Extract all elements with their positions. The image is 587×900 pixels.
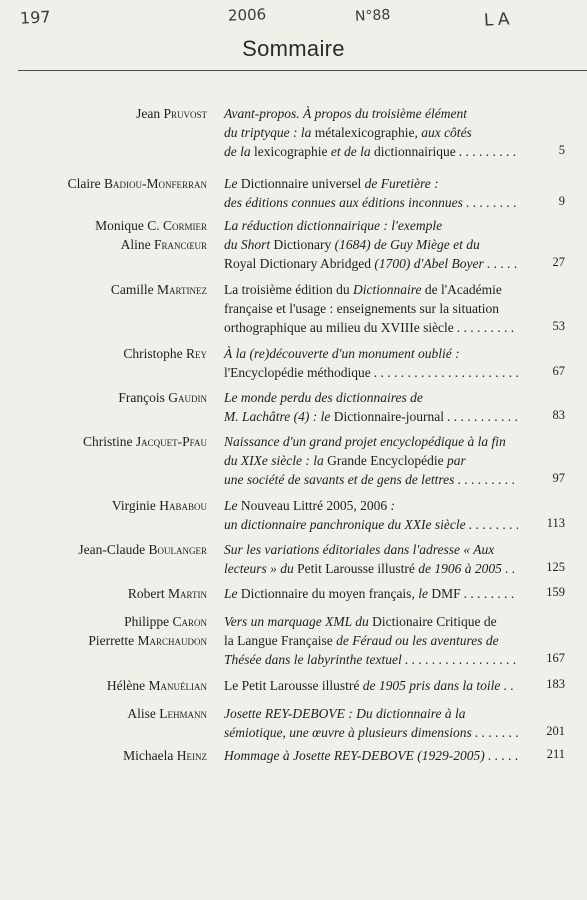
author-first-name: Claire	[67, 176, 104, 191]
title-line	[224, 515, 521, 534]
title-segment: dictionnairique	[373, 144, 456, 159]
title-segment: Naissance d'un grand projet encyclopédique à la fin	[224, 434, 506, 449]
author-first-name: Aline	[120, 237, 154, 252]
title-line	[224, 104, 521, 123]
author-name	[0, 104, 207, 123]
title-line	[224, 254, 521, 273]
dot-leader	[505, 559, 518, 578]
author-last-name: Marchaudon	[137, 633, 207, 648]
author-first-name: Alise	[127, 706, 160, 721]
title-segment: Dictionnaire du moyen français	[240, 586, 412, 601]
author-first-name: Christophe	[123, 346, 186, 361]
author-first-name: Robert	[127, 586, 169, 601]
entry-title	[224, 704, 521, 742]
title-segment: du triptyque : la	[224, 125, 315, 140]
title-line	[224, 142, 521, 161]
page-number: 83	[552, 408, 565, 422]
author-last-name: Manuélian	[148, 678, 207, 693]
page-number: 159	[546, 585, 565, 599]
entry-title	[224, 676, 521, 695]
entry-title	[224, 584, 521, 603]
title-segment: Le monde perdu des dictionnaires de	[224, 390, 423, 405]
title-line	[224, 193, 521, 212]
author-name	[0, 174, 207, 193]
title-line	[224, 540, 521, 559]
title-line	[224, 470, 521, 489]
title-segment: de l'Académie	[421, 282, 502, 297]
page-number: 53	[552, 319, 565, 333]
handwritten-note: LA	[483, 9, 515, 31]
author-last-name: Caron	[172, 614, 207, 629]
page-number: 201	[546, 724, 565, 738]
entry-title	[224, 612, 521, 669]
page-number: 5	[558, 143, 565, 157]
title-segment: , le	[411, 586, 432, 601]
author-last-name: Boulanger	[148, 542, 207, 557]
title-segment: orthographique au milieu du XVIIIe siècle	[224, 320, 454, 335]
page-number: 167	[546, 651, 565, 665]
title-segment: (1700) d'Abel Boyer	[370, 256, 484, 271]
author-name	[0, 746, 207, 765]
handwritten-note: 2006	[227, 5, 267, 25]
author-name	[0, 676, 207, 695]
entry-authors	[0, 746, 207, 765]
entry-title	[224, 388, 521, 426]
title-segment: La réduction dictionnairique : l'exemple	[224, 218, 443, 233]
entry-authors	[0, 676, 207, 695]
page-number: 27	[552, 255, 565, 269]
entry-authors	[0, 584, 207, 603]
author-last-name: Rey	[185, 346, 207, 361]
page-number: 125	[546, 560, 565, 574]
title-segment: Nouveau Littré 2005, 2006	[240, 498, 388, 513]
title-segment: lecteurs » du	[224, 561, 298, 576]
title-segment: La troisième édition du	[224, 282, 353, 297]
author-name	[0, 344, 207, 363]
entry-authors	[0, 704, 207, 723]
title-segment: Josette REY-DEBOVE : Du dictionnaire à la	[224, 706, 466, 721]
title-segment: une société de savants et de gens de lettres	[224, 472, 455, 487]
title-segment: Petit Larousse illustré	[297, 561, 415, 576]
author-last-name: Jacquet-Pfau	[135, 434, 207, 449]
title-segment: de 1905 pris dans la toile	[359, 678, 501, 693]
title-segment: l'Encyclopédie méthodique	[224, 365, 371, 380]
title-segment: Short	[240, 237, 271, 252]
title-line	[224, 612, 521, 631]
title-segment: Le	[224, 498, 241, 513]
title-segment: Sur les variations éditoriales dans l'adresse « Aux	[224, 542, 495, 557]
author-first-name: Monique C.	[95, 218, 163, 233]
author-name	[0, 612, 207, 631]
title-line	[224, 407, 521, 426]
author-first-name: Pierrette	[88, 633, 138, 648]
author-first-name: Virginie	[111, 498, 160, 513]
entry-title	[224, 496, 521, 534]
author-last-name: Gaudin	[168, 390, 207, 405]
title-line	[224, 746, 521, 765]
title-segment: de Féraud ou les aventures de	[332, 633, 499, 648]
title-line	[224, 584, 521, 603]
dot-leader	[488, 746, 518, 765]
entry-authors	[0, 612, 207, 650]
title-segment: Dictionnaire-journal	[333, 409, 444, 424]
entry-title	[224, 432, 521, 489]
entry-authors	[0, 344, 207, 363]
entry-authors	[0, 496, 207, 515]
dot-leader	[459, 142, 518, 161]
page-title: Sommaire	[242, 36, 345, 61]
title-segment: française et l'usage : enseignements sur la situation	[224, 301, 499, 316]
entry-authors	[0, 104, 207, 123]
title-segment: Royal Dictionary Abridged	[224, 256, 371, 271]
title-segment: un dictionnaire panchronique du XXIe siècle	[224, 517, 466, 532]
dot-leader	[487, 254, 518, 273]
title-segment: de la	[224, 144, 254, 159]
author-last-name: Lehmann	[159, 706, 207, 721]
title-segment: Vers un marquage XML du	[224, 614, 373, 629]
author-name	[0, 704, 207, 723]
title-line	[224, 388, 521, 407]
entry-title	[224, 746, 521, 765]
author-last-name: Martin	[168, 586, 207, 601]
entry-title	[224, 540, 521, 578]
dot-leader	[466, 193, 518, 212]
title-line	[224, 723, 521, 742]
author-name	[0, 631, 207, 650]
title-line	[224, 123, 521, 142]
entry-authors	[0, 280, 207, 299]
author-name	[0, 388, 207, 407]
author-first-name: François	[118, 390, 169, 405]
title-segment: lexicographie	[254, 144, 328, 159]
handwritten-note: 197	[19, 7, 52, 28]
title-line	[224, 344, 521, 363]
dot-leader	[475, 723, 518, 742]
author-name	[0, 216, 207, 235]
dot-leader	[464, 584, 518, 603]
title-line	[224, 299, 521, 318]
title-line	[224, 235, 521, 254]
author-name	[0, 432, 207, 451]
page-number: 183	[546, 677, 565, 691]
title-segment: Dictionnaire universel	[240, 176, 362, 191]
title-segment: Grande Encyclopédie	[327, 453, 444, 468]
author-first-name: Philippe	[124, 614, 173, 629]
author-last-name: Francœur	[153, 237, 207, 252]
author-last-name: Martinez	[157, 282, 207, 297]
author-first-name: Jean	[136, 106, 164, 121]
entry-title	[224, 280, 521, 337]
title-segment: Hommage à Josette REY-DEBOVE (1929-2005)	[224, 748, 485, 763]
author-first-name: Camille	[110, 282, 158, 297]
title-segment: par	[443, 453, 466, 468]
entry-authors	[0, 216, 207, 254]
author-name	[0, 496, 207, 515]
title-line	[224, 174, 521, 193]
title-segment: Le	[224, 176, 241, 191]
title-segment: , aux côtés	[414, 125, 472, 140]
title-line	[224, 216, 521, 235]
dot-leader	[457, 470, 518, 489]
title-segment: :	[387, 498, 395, 513]
title-segment: Dictionary	[270, 237, 332, 252]
author-first-name: Hélène	[106, 678, 149, 693]
title-line	[224, 451, 521, 470]
title-line	[224, 363, 521, 382]
entry-authors	[0, 174, 207, 193]
entry-title	[224, 104, 521, 161]
title-segment: (1684) de Guy Miège et du	[331, 237, 480, 252]
entry-title	[224, 216, 521, 273]
title-segment: la Langue Française	[224, 633, 333, 648]
author-last-name: Badiou-Monferran	[103, 176, 207, 191]
entry-title	[224, 174, 521, 212]
title-line	[224, 650, 521, 669]
author-name	[0, 280, 207, 299]
handwritten-note: N°88	[354, 7, 391, 25]
dot-leader	[374, 363, 518, 382]
title-segment: de Furetière :	[361, 176, 439, 191]
author-last-name: Heinz	[176, 748, 207, 763]
author-first-name: Christine	[83, 434, 136, 449]
dot-leader	[447, 407, 518, 426]
author-name	[0, 235, 207, 254]
page-number: 67	[552, 364, 565, 378]
title-line	[224, 676, 521, 695]
title-segment: Avant-propos. À propos du troisième élément	[224, 106, 467, 121]
author-name	[0, 584, 207, 603]
title-segment: du XIXe siècle : la	[224, 453, 328, 468]
title-segment: de 1906 à 2005	[414, 561, 502, 576]
entry-authors	[0, 388, 207, 407]
entry-title	[224, 344, 521, 382]
dot-leader	[405, 650, 518, 669]
title-line	[224, 704, 521, 723]
dot-leader	[503, 676, 518, 695]
title-line	[224, 631, 521, 650]
title-segment: M. Lachâtre (4) : le	[224, 409, 334, 424]
author-first-name: Michaela	[123, 748, 177, 763]
page-number: 97	[552, 471, 565, 485]
dot-leader	[457, 318, 518, 337]
title-line	[224, 559, 521, 578]
title-segment: Dictionaire Critique de	[372, 614, 497, 629]
entry-authors	[0, 540, 207, 559]
title-segment: sémiotique, une œuvre à plusieurs dimensions	[224, 725, 472, 740]
title-segment: Le Petit Larousse illustré	[224, 678, 360, 693]
page-number: 113	[546, 516, 565, 530]
title-line	[224, 432, 521, 451]
title-rule	[18, 70, 587, 71]
title-segment: DMF	[431, 586, 461, 601]
author-last-name: Hababou	[159, 498, 207, 513]
title-line	[224, 496, 521, 515]
title-segment: Thésée dans le labyrinthe textuel	[224, 652, 402, 667]
title-segment: des éditions connues aux éditions inconnues	[224, 195, 463, 210]
title-segment: et de la	[327, 144, 374, 159]
author-name	[0, 540, 207, 559]
page-number: 9	[558, 194, 565, 208]
dot-leader	[469, 515, 518, 534]
author-last-name: Pruvost	[163, 106, 207, 121]
title-line	[224, 318, 521, 337]
title-line	[224, 280, 521, 299]
author-last-name: Cormier	[162, 218, 207, 233]
title-segment: métalexicographie	[314, 125, 415, 140]
title-segment: Dictionnaire	[352, 282, 422, 297]
title-segment: À la (re)découverte d'un monument oublié :	[224, 346, 460, 361]
title-segment: du	[224, 237, 241, 252]
entry-authors	[0, 432, 207, 451]
author-first-name: Jean-Claude	[78, 542, 149, 557]
title-segment: Le	[224, 586, 241, 601]
page-number: 211	[546, 747, 565, 761]
